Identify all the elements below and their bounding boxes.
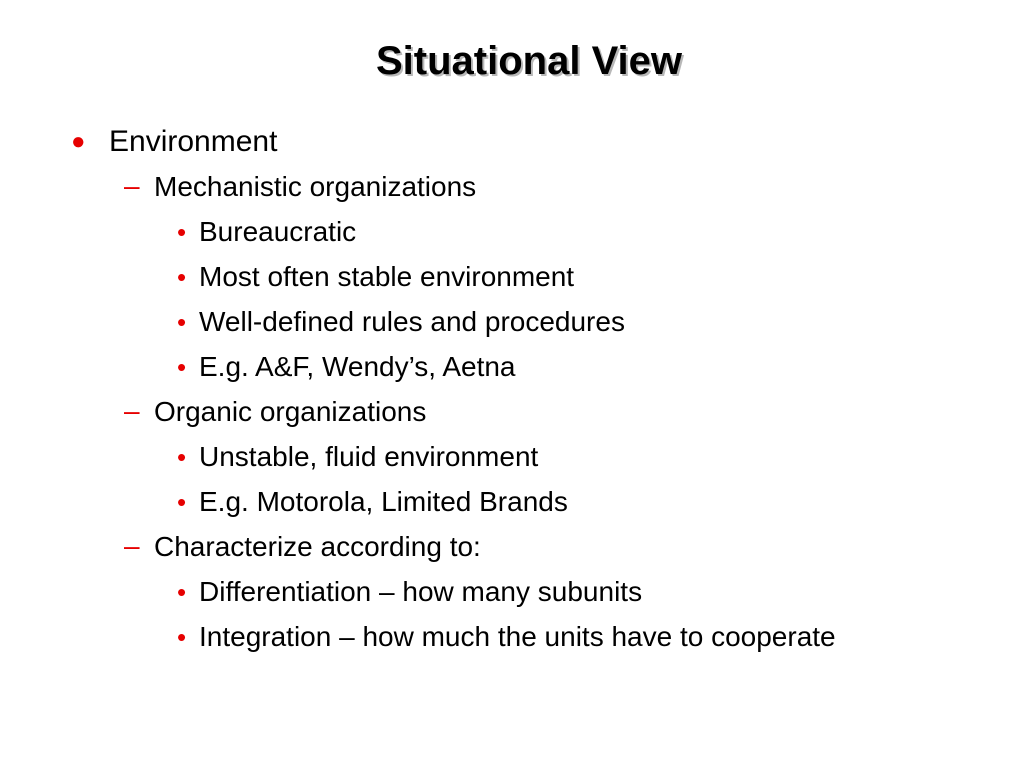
bullet-item xyxy=(177,216,357,248)
dot-bullet-icon: • xyxy=(177,307,187,337)
dot-bullet-icon: • xyxy=(177,217,187,247)
bullet-text: Organic organizations xyxy=(154,396,427,427)
bullet-text: Bureaucratic xyxy=(199,216,357,247)
bullet-text: Mechanistic organizations xyxy=(154,171,477,202)
dot-bullet-icon: • xyxy=(177,262,187,292)
bullet-item xyxy=(177,261,575,293)
bullet-text: Environment xyxy=(109,125,278,158)
dash-bullet-icon: – xyxy=(124,170,140,201)
round-bullet-icon: ● xyxy=(71,128,86,155)
bullet-item xyxy=(177,576,643,608)
bullet-item xyxy=(177,441,539,473)
dot-bullet-icon: • xyxy=(177,352,187,382)
bullet-item xyxy=(124,530,481,563)
bullet-text: E.g. A&F, Wendy’s, Aetna xyxy=(199,351,516,382)
bullet-text: Well-defined rules and procedures xyxy=(199,306,625,337)
dot-bullet-icon: • xyxy=(177,577,187,607)
bullet-text: E.g. Motorola, Limited Brands xyxy=(199,486,568,517)
bullet-item xyxy=(71,125,278,158)
bullet-item xyxy=(124,395,427,428)
bullet-text: Integration – how much the units have to cooperate xyxy=(199,621,836,652)
dot-bullet-icon: • xyxy=(177,622,187,652)
bullet-item xyxy=(177,486,568,518)
bullet-item xyxy=(124,170,477,203)
dash-bullet-icon: – xyxy=(124,530,140,561)
slide-title: Situational View xyxy=(376,39,682,83)
dot-bullet-icon: • xyxy=(177,487,187,517)
bullet-text: Unstable, fluid environment xyxy=(199,441,539,472)
bullet-item xyxy=(177,351,516,383)
dash-bullet-icon: – xyxy=(124,395,140,426)
bullet-item xyxy=(177,306,625,338)
bullet-text: Characterize according to: xyxy=(154,531,481,562)
bullet-text: Differentiation – how many subunits xyxy=(199,576,643,607)
bullet-text: Most often stable environment xyxy=(199,261,575,292)
dot-bullet-icon: • xyxy=(177,442,187,472)
bullet-item xyxy=(177,621,836,653)
